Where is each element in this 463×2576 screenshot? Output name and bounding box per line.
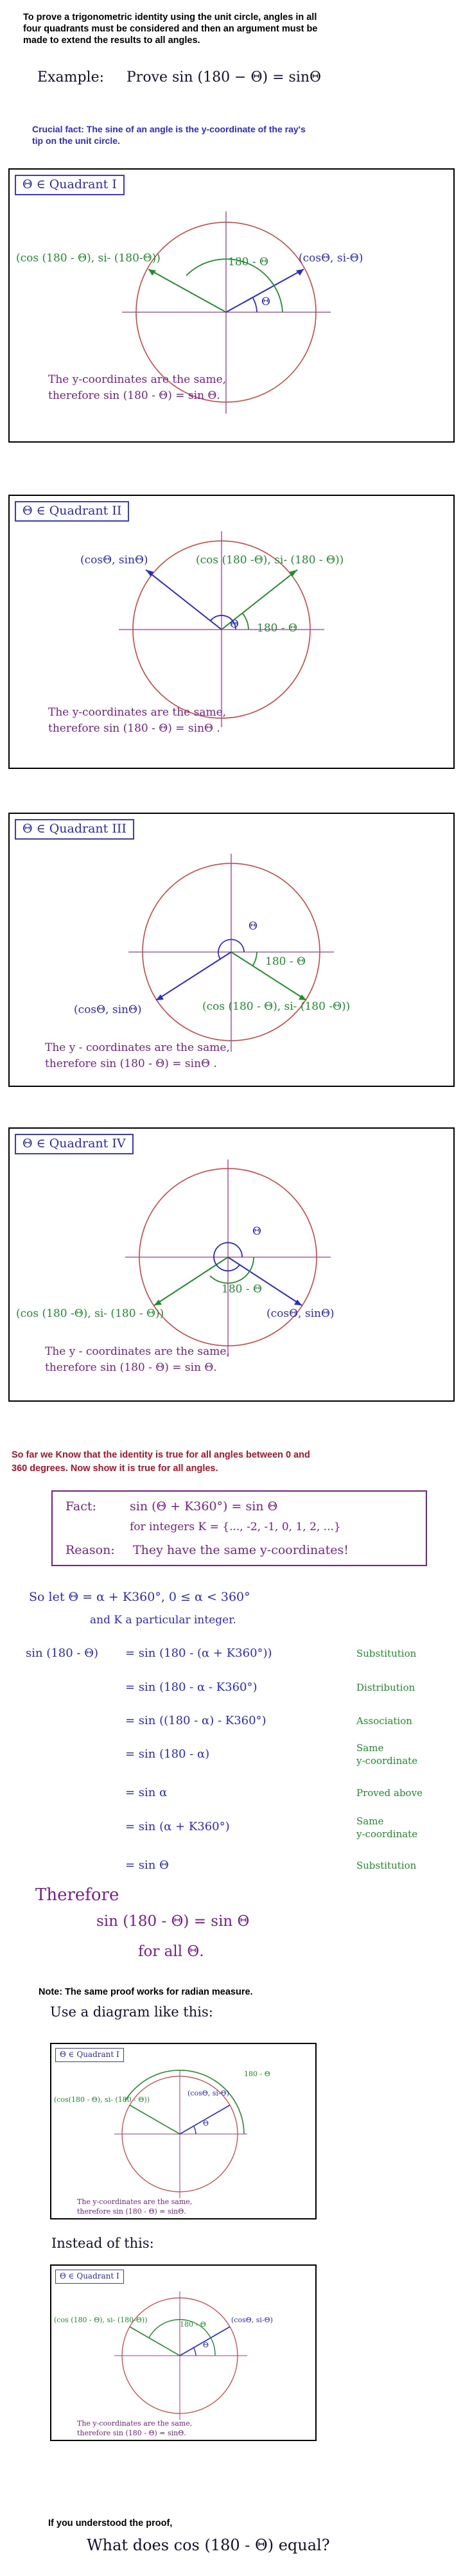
angle-small-label: Θ xyxy=(252,1225,261,1238)
arc-icon xyxy=(242,613,249,630)
fact-box xyxy=(51,1490,427,1566)
step-rhs: = sin (180 - α) xyxy=(125,1747,210,1761)
step-reason: Proved above xyxy=(356,1787,423,1799)
conclusion xyxy=(77,2419,192,2439)
label-right: (cosΘ, sinΘ) xyxy=(266,1307,335,1320)
crucial-line: Crucial fact: The sine of an angle is the y-coordinate of the ray's xyxy=(32,124,306,134)
angle-big-label: 180 - Θ xyxy=(265,955,306,968)
label-right: (cosΘ, si-Θ) xyxy=(299,252,363,265)
angle-big-label: 180 - Θ xyxy=(257,622,297,635)
label-left: (cosΘ, sinΘ) xyxy=(74,1003,142,1016)
quadrant-iv-panel xyxy=(8,1127,455,1402)
step-reason: Substitution xyxy=(356,1860,417,1871)
fact-equation: sin (Θ + K360°) = sin Θ xyxy=(130,1499,278,1513)
quadrant-iii-panel xyxy=(8,813,455,1087)
therefore-equation: sin (180 - Θ) = sin Θ xyxy=(96,1913,250,1930)
angle-small-label: Θ xyxy=(249,920,258,933)
small-diagram-bad xyxy=(51,2266,318,2442)
conclusion xyxy=(45,1344,230,1375)
panel-title: Θ ∈ Quadrant III xyxy=(15,819,134,840)
conclusion-line: therefore sin (180 - Θ) = sinΘ . xyxy=(48,721,220,735)
step-reason: Distribution xyxy=(356,1682,415,1693)
conclusion xyxy=(48,372,226,403)
label-left: (cos(180 - Θ), si- (180 - Θ)) xyxy=(54,2095,150,2104)
step-rhs: = sin ((180 - α) - K360°) xyxy=(125,1714,266,1727)
angle-big-label: 180 - Θ xyxy=(228,256,268,269)
angle-small-label: Θ xyxy=(203,2119,209,2128)
final-question-intro: If you understood the proof, xyxy=(48,2518,173,2528)
step-reason: Same y-coordinate xyxy=(356,1815,418,1840)
arrow-icon xyxy=(290,570,297,577)
small-quadrant-panel-good xyxy=(50,2043,317,2219)
fact-integers: for integers K = {..., -2, -1, 0, 1, 2, ...} xyxy=(130,1521,341,1533)
conclusion-line: therefore sin (180 - Θ) = sin Θ. xyxy=(48,389,220,402)
so-far-line: So far we Know that the identity is true for all angles between 0 and xyxy=(12,1450,310,1460)
label-left: (cosΘ, sinΘ) xyxy=(80,554,148,567)
so-let-line: So let Θ = α + K360°, 0 ≤ α < 360° xyxy=(29,1590,250,1604)
conclusion-line: therefore sin (180 - Θ) = sinΘ . xyxy=(45,1057,217,1070)
fact-label: Fact: xyxy=(66,1499,96,1513)
conclusion-line: The y-coordinates are the same, xyxy=(77,2198,193,2206)
conclusion-line: The y-coordinates are the same, xyxy=(77,2419,193,2428)
panel-title: Θ ∈ Quadrant I xyxy=(55,2270,124,2284)
step-lhs: sin (180 - Θ) xyxy=(26,1646,98,1660)
label-right: (cosΘ, si-Θ) xyxy=(188,2089,229,2097)
example-statement xyxy=(37,69,321,85)
intro-line: made to extend the results to all angles. xyxy=(23,35,200,46)
label-right: (cos (180 -Θ), si- (180 - Θ)) xyxy=(196,554,344,567)
label-right: (cos (180 - Θ), si- (180 -Θ)) xyxy=(202,1000,351,1013)
intro-text xyxy=(23,12,447,46)
label-left: (cos (180 -Θ), si- (180 - Θ)) xyxy=(16,1307,164,1320)
step-rhs: = sin (180 - α - K360°) xyxy=(125,1681,258,1694)
arc-icon xyxy=(193,2347,196,2356)
arc-icon xyxy=(252,952,257,966)
small-diagram-good xyxy=(51,2044,318,2221)
conclusion-line: therefore sin (180 - Θ) = sinΘ. xyxy=(77,2207,186,2216)
step-reason: Same y-coordinate xyxy=(356,1742,418,1767)
so-far-line: 360 degrees. Now show it is true for all angles. xyxy=(12,1463,218,1474)
reason-text: They have the same y-coordinates! xyxy=(133,1543,349,1557)
conclusion xyxy=(48,705,226,736)
crucial-fact xyxy=(32,123,443,146)
conclusion-line: The y-coordinates are the same, xyxy=(48,373,227,386)
angle-big-label: 180 - Θ xyxy=(180,2320,206,2329)
quadrant-ii-panel xyxy=(8,495,455,769)
conclusion xyxy=(77,2197,192,2217)
reason-label: Reason: xyxy=(66,1543,115,1557)
conclusion-line: The y - coordinates are the same, xyxy=(45,1041,230,1054)
step-rhs: = sin α xyxy=(125,1786,168,1799)
intro-line: To prove a trigonometric identity using the unit circle, angles in all xyxy=(23,12,317,22)
example-label: Example: xyxy=(37,69,104,85)
ray-180-minus-theta xyxy=(130,2105,180,2134)
ray-theta xyxy=(146,570,222,630)
step-rhs: = sin (α + K360°) xyxy=(125,1820,230,1833)
example-text: Prove sin (180 − Θ) = sinΘ xyxy=(127,69,322,85)
angle-small-label: Θ xyxy=(261,296,270,308)
ray-180-minus-theta xyxy=(130,2327,180,2356)
therefore-forall: for all Θ. xyxy=(138,1943,204,1960)
panel-title: Θ ∈ Quadrant I xyxy=(55,2048,124,2062)
conclusion xyxy=(45,1040,230,1072)
conclusion-line: therefore sin (180 - Θ) = sin Θ. xyxy=(45,1361,217,1374)
angle-big-label: 180 - Θ xyxy=(222,1283,262,1296)
small-quadrant-panel-bad xyxy=(50,2264,317,2441)
so-far-text xyxy=(12,1449,435,1476)
arc-icon xyxy=(193,2126,196,2134)
step-reason: Association xyxy=(356,1715,412,1727)
crucial-line: tip on the unit circle. xyxy=(32,136,120,146)
conclusion-line: The y-coordinates are the same, xyxy=(48,706,227,719)
intro-line: four quadrants must be considered and then an argument must be xyxy=(23,24,318,35)
conclusion-line: The y - coordinates are the same, xyxy=(45,1345,230,1358)
panel-title: Θ ∈ Quadrant I xyxy=(15,175,125,195)
angle-small-label: Θ xyxy=(203,2341,209,2349)
panel-title: Θ ∈ Quadrant IV xyxy=(15,1134,134,1154)
label-right: (cosΘ, si-Θ) xyxy=(231,2316,273,2324)
angle-small-label: Θ xyxy=(230,618,239,631)
step-reason: Substitution xyxy=(356,1648,417,1659)
panel-title: Θ ∈ Quadrant II xyxy=(15,501,129,522)
arrow-icon xyxy=(146,570,153,577)
so-let-line2: and K a particular integer. xyxy=(90,1614,236,1627)
label-left: (cos (180 - Θ), si- (180-Θ)) xyxy=(16,252,161,265)
use-diagram-text: Use a diagram like this: xyxy=(50,2004,213,2020)
ray-180-minus-theta xyxy=(148,269,226,312)
label-left: (cos (180 - Θ), si- (180-Θ)) xyxy=(54,2316,148,2324)
quadrant-i-panel xyxy=(8,168,455,443)
step-rhs: = sin (180 - (α + K360°)) xyxy=(125,1646,272,1660)
final-question: What does cos (180 - Θ) equal? xyxy=(87,2536,330,2554)
therefore-word: Therefore xyxy=(35,1885,119,1905)
arc-icon xyxy=(253,298,257,312)
note-text: Note: The same proof works for radian measure. xyxy=(39,1987,253,1997)
conclusion-line: therefore sin (180 - Θ) = sinΘ. xyxy=(77,2429,186,2438)
instead-text: Instead of this: xyxy=(51,2236,154,2251)
step-rhs: = sin Θ xyxy=(125,1858,169,1872)
angle-big-label: 180 - Θ xyxy=(244,2070,270,2078)
